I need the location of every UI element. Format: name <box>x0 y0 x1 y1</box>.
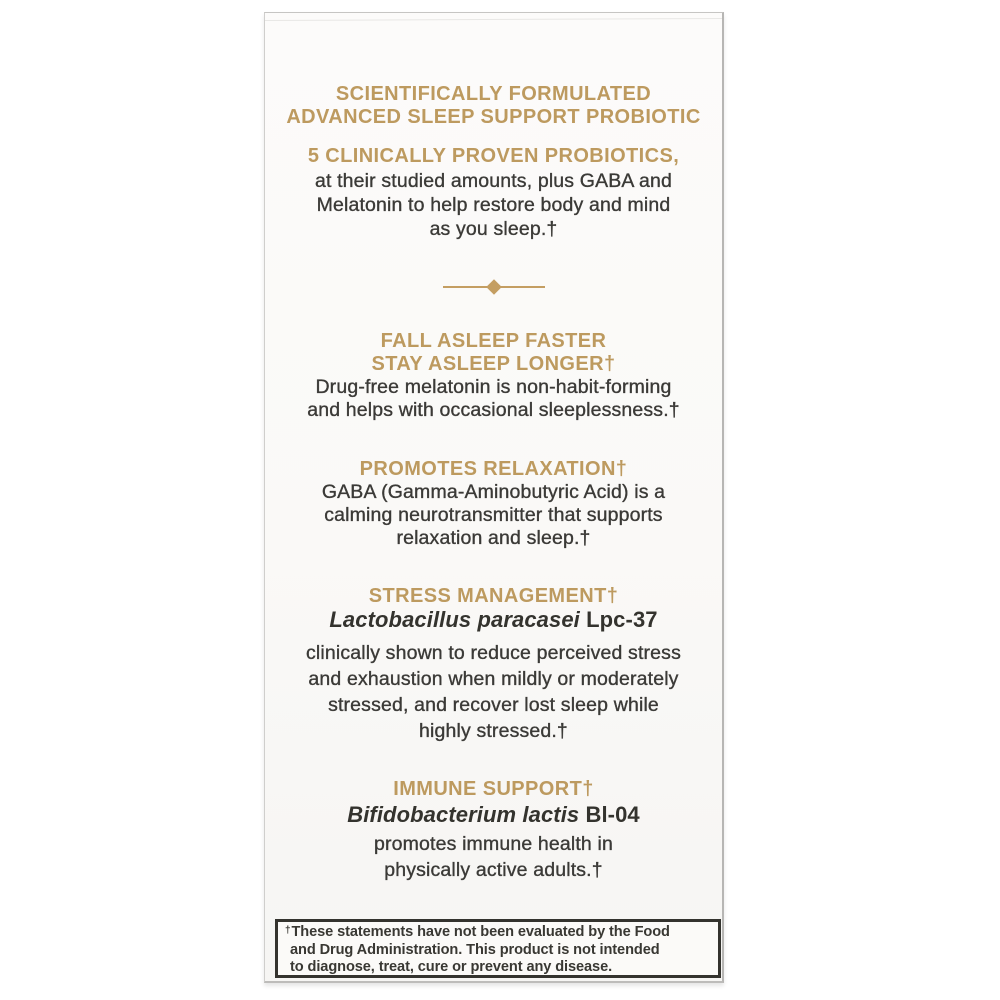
disclaimer-line <box>285 924 713 942</box>
headline-line: ADVANCED SLEEP SUPPORT PROBIOTIC <box>286 106 701 128</box>
strain-code: Bl-04 <box>579 802 640 827</box>
divider-rule <box>443 286 545 288</box>
benefit-body-line: promotes immune health in <box>374 833 613 855</box>
box-lid-seam <box>265 18 722 21</box>
headline-line: SCIENTIFICALLY FORMULATED <box>335 83 652 105</box>
benefit-heading-line: FALL ASLEEP FASTER <box>380 330 607 352</box>
dagger-icon: † <box>285 925 291 936</box>
disclaimer-line: to diagnose, treat, cure or prevent any disease. <box>290 959 613 975</box>
benefit-body-line: GABA (Gamma-Aminobutyric Acid) is a <box>321 481 666 503</box>
benefit-body-stress <box>265 640 722 744</box>
intro-body-line: as you sleep.† <box>429 218 558 240</box>
product-panel <box>264 12 724 983</box>
benefit-heading-line: PROMOTES RELAXATION† <box>359 458 628 480</box>
intro-heading: 5 CLINICALLY PROVEN PROBIOTICS, <box>307 145 680 167</box>
strain-code: Lpc-37 <box>579 607 658 632</box>
benefit-body-line: relaxation and sleep.† <box>396 527 591 549</box>
benefit-heading-stress <box>265 585 722 608</box>
benefit-body-relaxation <box>265 481 722 550</box>
intro-body-line: at their studied amounts, plus GABA and <box>314 170 673 192</box>
benefit-heading-immune <box>265 778 722 801</box>
benefit-heading-line: IMMUNE SUPPORT† <box>393 778 594 800</box>
intro-body <box>265 169 722 241</box>
benefit-body-line: clinically shown to reduce perceived stress <box>306 642 681 664</box>
benefit-body-immune <box>265 831 722 883</box>
benefit-body-line: and helps with occasional sleeplessness.† <box>307 399 680 421</box>
benefit-body-line: calming neurotransmitter that supports <box>324 504 663 526</box>
benefit-heading-line: STRESS MANAGEMENT† <box>368 585 619 607</box>
strain-line-stress <box>265 607 722 632</box>
disclaimer-line: and Drug Administration. This product is not intended <box>290 942 660 958</box>
benefit-body-line: physically active adults.† <box>384 859 603 881</box>
diamond-icon <box>486 279 502 295</box>
benefit-heading-relaxation <box>265 458 722 481</box>
diamond-divider <box>265 281 722 293</box>
strain-name: Lactobacillus paracasei <box>329 607 580 632</box>
benefit-heading-line: STAY ASLEEP LONGER† <box>371 353 616 375</box>
benefit-body-line: and exhaustion when mildly or moderately <box>308 668 679 690</box>
benefit-body-line: Drug-free melatonin is non-habit-forming <box>315 376 672 398</box>
benefit-heading-sleep <box>265 330 722 376</box>
benefit-body-line: stressed, and recover lost sleep while <box>328 694 659 716</box>
benefit-body-line: highly stressed.† <box>419 720 568 742</box>
headline <box>265 83 722 129</box>
strain-name: Bifidobacterium lactis <box>347 802 580 827</box>
disclaimer-text: These statements have not been evaluated by the Food <box>291 924 670 940</box>
benefit-body-sleep <box>265 376 722 422</box>
strain-line-immune <box>265 802 722 827</box>
intro-body-line: Melatonin to help restore body and mind <box>316 194 671 216</box>
fda-disclaimer-box <box>275 919 721 978</box>
